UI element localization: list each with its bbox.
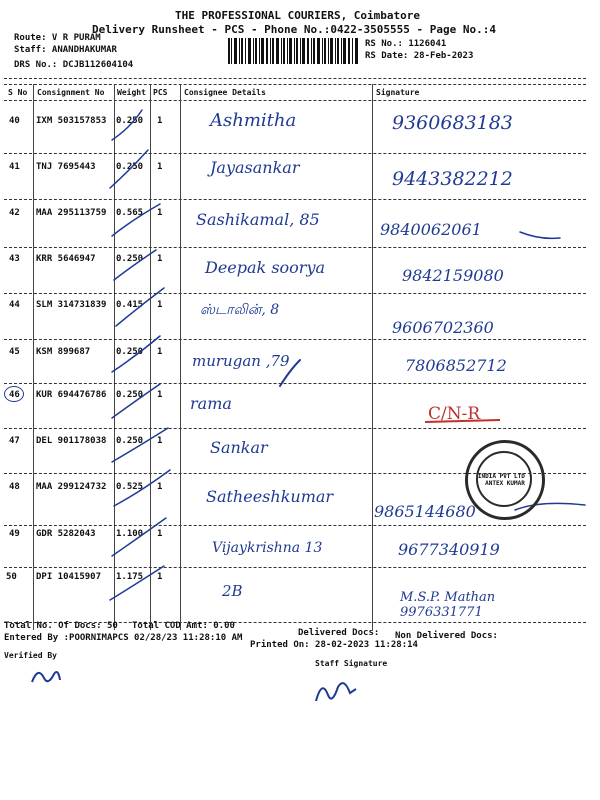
stamp-text: INDIA PVT LTD · ANTEX KUMAR (477, 473, 533, 487)
row-pcs: 1 (157, 390, 163, 400)
col-header-consignee: Consignee Details (184, 88, 266, 97)
row-weight: 0.250 (116, 162, 144, 172)
row-pcs: 1 (157, 162, 163, 172)
row-weight: 0.250 (116, 347, 144, 357)
row-consignment: KRR 5646947 (36, 254, 96, 264)
row-pcs: 1 (157, 254, 163, 264)
row-pcs: 1 (157, 208, 163, 218)
row-signature-handwritten: 9360683183 (392, 112, 513, 134)
row-consignment: IXM 503157853 (36, 116, 107, 126)
row-weight: 0.415 (116, 300, 144, 310)
row-weight: 0.250 (116, 436, 144, 446)
row-pcs: 1 (157, 482, 163, 492)
row-weight: 0.250 (116, 254, 144, 264)
col-header-signature: Signature (376, 88, 420, 97)
row-sno: 42 (9, 208, 20, 218)
verifier-signature (28, 664, 64, 690)
row-consignment: MAA 299124732 (36, 482, 107, 492)
drs-number: DRS No.: DCJB112604104 (14, 60, 134, 70)
row-weight: 0.525 (116, 482, 144, 492)
row-consignee-handwritten: ஸ்டாலின், 8 (200, 302, 280, 318)
row-consignee-handwritten: Vijaykrishna 13 (212, 540, 323, 556)
col-header-consignment: Consignment No (37, 88, 105, 97)
row-sno: 47 (9, 436, 20, 446)
row-consignment: GDR 5282043 (36, 529, 96, 539)
row-weight: 0.565 (116, 208, 144, 218)
delivered-docs: Delivered Docs: (298, 628, 380, 638)
row-consignee-handwritten: Sankar (210, 438, 268, 457)
row-pcs: 1 (157, 436, 163, 446)
row-consignee-handwritten: Sashikamal, 85 (196, 210, 320, 229)
row-sno: 50 (6, 572, 17, 582)
row-signature-handwritten: 9865144680 (374, 502, 476, 521)
company-title: THE PROFESSIONAL COURIERS, Coimbatore (175, 9, 421, 22)
row-weight: 0.250 (116, 116, 144, 126)
company-stamp (465, 440, 545, 520)
route-label: Route: V R PURAM (14, 33, 101, 43)
row-consignment: KUR 694476786 (36, 390, 107, 400)
row-signature-handwritten: M.S.P. Mathan 9976331771 (400, 590, 496, 620)
col-header-sno: S No (8, 88, 28, 97)
row-signature-handwritten: 9606702360 (392, 318, 494, 337)
row-signature-handwritten: 9443382212 (392, 168, 513, 190)
row-pcs: 1 (157, 300, 163, 310)
row-consignee-handwritten: 2B (222, 582, 243, 600)
row-sno: 43 (9, 254, 20, 264)
row-sno: 49 (9, 529, 20, 539)
row-sno: 45 (9, 347, 20, 357)
staff-signature-label: Staff Signature (315, 659, 388, 668)
rs-number: RS No.: 1126041 (365, 39, 447, 49)
rs-date: RS Date: 28-Feb-2023 (365, 51, 474, 61)
row-sno: 46 (9, 390, 20, 400)
row-pcs: 1 (157, 116, 163, 126)
row-sno: 40 (9, 116, 20, 126)
row-consignment: DPI 10415907 (36, 572, 102, 582)
row-consignee-handwritten: murugan ,79 (192, 352, 290, 370)
row-pcs: 1 (157, 347, 163, 357)
row-consignment: KSM 899687 (36, 347, 91, 357)
row-consignee-handwritten: Jayasankar (210, 158, 300, 177)
col-header-weight: Weight (117, 88, 146, 97)
col-header-pcs: PCS (153, 88, 168, 97)
row-consignee-handwritten: Deepak soorya (205, 258, 326, 277)
non-delivered-docs: Non Delivered Docs: (395, 631, 498, 641)
row-sno: 44 (9, 300, 20, 310)
row-signature-handwritten: 7806852712 (405, 356, 507, 375)
row-weight: 1.175 (116, 572, 144, 582)
staff-label: Staff: ANANDHAKUMAR (14, 45, 117, 55)
row-consignee-handwritten: rama (190, 394, 232, 413)
row-consignee-handwritten: Satheeshkumar (206, 487, 334, 506)
row-consignment: SLM 314731839 (36, 300, 107, 310)
row-sno: 41 (9, 162, 20, 172)
row-consignment: MAA 295113759 (36, 208, 107, 218)
row-sno: 48 (9, 482, 20, 492)
row-consignee-handwritten: Ashmitha (210, 110, 297, 131)
row-consignment: TNJ 7695443 (36, 162, 96, 172)
entered-by: Entered By :POORNIMAPCS 02/28/23 11:28:10 AM (4, 633, 243, 643)
total-cod: Total COD Amt: 0.00 (132, 621, 235, 631)
row-weight: 0.250 (116, 390, 144, 400)
row-signature-handwritten: C/N-R (428, 404, 481, 424)
row-weight: 1.100 (116, 529, 144, 539)
row-consignment: DEL 901178038 (36, 436, 107, 446)
runsheet-title: Delivery Runsheet - PCS - Phone No.:0422-3505555 - Page No.:4 (92, 23, 496, 36)
row-pcs: 1 (157, 572, 163, 582)
total-docs: Total No. Of Docs: 50 (4, 621, 118, 631)
printed-on: Printed On: 28-02-2023 11:28:14 (250, 640, 418, 650)
row-pcs: 1 (157, 529, 163, 539)
row-signature-handwritten: 9840062061 (380, 220, 482, 239)
row-signature-handwritten: 9677340919 (398, 540, 500, 559)
verified-by: Verified By (4, 651, 57, 660)
staff-signature (310, 675, 360, 707)
row-signature-handwritten: 9842159080 (402, 266, 504, 285)
